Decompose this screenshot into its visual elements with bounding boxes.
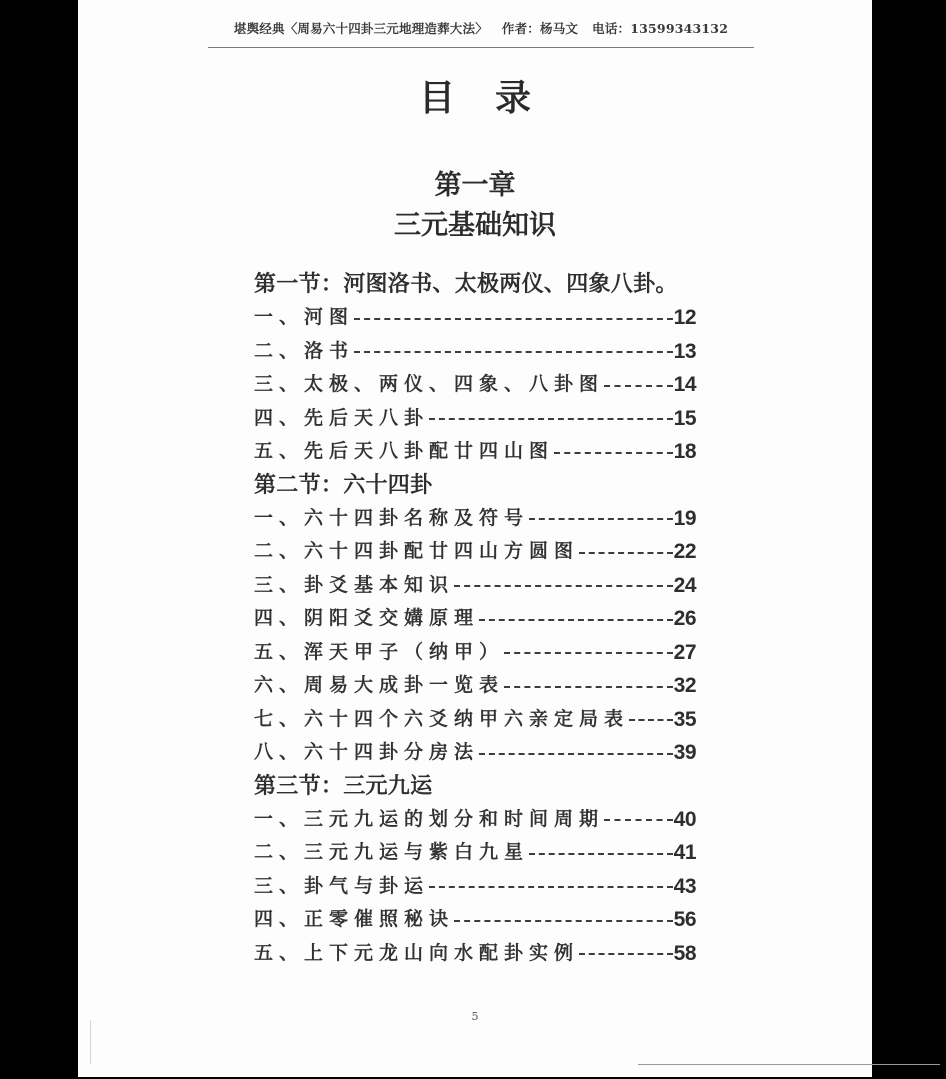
entry-number: 一、 — [254, 807, 305, 830]
entry-number: 二、 — [254, 841, 305, 863]
chapter-number: 第一章 — [434, 170, 516, 201]
entry-number: 三、 — [254, 874, 305, 897]
dot-leader — [529, 518, 673, 520]
entry-page: 27 — [673, 640, 696, 664]
entry-page: 15 — [673, 406, 696, 430]
entry-number: 八、 — [254, 741, 305, 763]
entry-label: 洛书 — [304, 339, 355, 362]
header-author: 杨马文 — [540, 21, 579, 36]
running-header — [208, 19, 754, 37]
toc-entry[interactable] — [254, 870, 696, 904]
toc-entry[interactable] — [254, 569, 696, 603]
entry-number: 四、 — [254, 406, 305, 429]
dot-leader — [604, 385, 673, 387]
entry-number: 六、 — [254, 674, 305, 696]
entry-label: 三元九运与紫白九星 — [304, 841, 530, 863]
document-page — [78, 0, 872, 1077]
entry-page: 41 — [673, 841, 696, 864]
entry-number: 五、 — [254, 640, 305, 663]
toc-title: 目录 — [418, 78, 571, 119]
toc-entry[interactable] — [254, 301, 696, 335]
toc-entry[interactable] — [254, 836, 696, 870]
dot-leader — [429, 886, 673, 888]
dot-leader — [454, 585, 673, 587]
toc-entry[interactable] — [254, 937, 696, 971]
entry-number: 一、 — [254, 306, 305, 328]
scan-edge-line — [638, 1064, 940, 1065]
section-heading: 第三节：三元九运 — [254, 773, 433, 799]
entry-page: 26 — [673, 607, 696, 630]
entry-label: 先后天八卦 — [304, 406, 430, 429]
dot-leader — [354, 318, 673, 320]
header-phone: 13599343132 — [630, 21, 729, 36]
toc-entry[interactable] — [254, 435, 696, 469]
header-author-label: 作者： — [501, 21, 541, 36]
toc-entry[interactable] — [254, 335, 696, 369]
dot-leader — [629, 719, 673, 721]
entry-number: 七、 — [254, 707, 305, 730]
entry-number: 一、 — [254, 506, 305, 529]
entry-label: 六十四个六爻纳甲六亲定局表 — [304, 707, 630, 730]
entry-page: 43 — [673, 874, 696, 898]
dot-leader — [504, 686, 673, 688]
toc-entry[interactable] — [254, 703, 696, 737]
entry-page: 19 — [673, 506, 696, 530]
toc-entry[interactable] — [254, 502, 696, 536]
entry-label: 周易大成卦一览表 — [304, 674, 505, 696]
dot-leader — [579, 953, 673, 955]
toc-entry[interactable] — [254, 368, 696, 402]
entry-label: 三元九运的划分和时间周期 — [304, 807, 605, 830]
entry-label: 上下元龙山向水配卦实例 — [304, 941, 580, 964]
toc-entry[interactable] — [254, 803, 696, 837]
toc-entry[interactable] — [254, 535, 696, 569]
entry-label: 六十四卦名称及符号 — [304, 506, 530, 529]
toc-entry[interactable] — [254, 602, 696, 636]
entry-page: 12 — [673, 306, 696, 329]
entry-number: 三、 — [254, 373, 305, 395]
header-phone-label: 电话： — [592, 21, 631, 36]
dot-leader — [554, 452, 673, 454]
section-heading: 第二节：六十四卦 — [254, 472, 433, 498]
entry-number: 四、 — [254, 908, 305, 930]
entry-page: 24 — [673, 573, 696, 597]
dot-leader — [429, 418, 673, 420]
scan-edge-mark — [90, 1020, 91, 1064]
entry-label: 卦气与卦运 — [304, 874, 430, 897]
entry-label: 阴阳爻交媾原理 — [304, 607, 480, 629]
dot-leader — [504, 652, 673, 654]
section-heading: 第一节：河图洛书、太极两仪、四象八卦。 — [254, 272, 678, 297]
entry-number: 五、 — [254, 440, 305, 462]
header-rule — [208, 47, 754, 48]
entry-label: 河图 — [304, 306, 355, 328]
entry-label: 六十四卦配廿四山方圆图 — [304, 540, 580, 562]
entry-page: 35 — [673, 707, 696, 731]
dot-leader — [604, 819, 673, 821]
dot-leader — [479, 753, 673, 755]
toc-entry[interactable] — [254, 736, 696, 770]
entry-label: 先后天八卦配廿四山图 — [304, 440, 555, 462]
page-number: 5 — [471, 1010, 479, 1023]
toc-entry[interactable] — [254, 402, 696, 436]
entry-page: 14 — [673, 373, 696, 396]
toc-entry[interactable] — [254, 903, 696, 937]
entry-label: 正零催照秘诀 — [304, 908, 455, 930]
entry-number: 五、 — [254, 941, 305, 964]
entry-page: 13 — [673, 339, 696, 363]
dot-leader — [529, 853, 673, 855]
entry-page: 39 — [673, 741, 696, 764]
entry-label: 太极、两仪、四象、八卦图 — [304, 373, 605, 395]
header-series: 堪舆经典 — [233, 21, 285, 36]
entry-number: 二、 — [254, 339, 305, 362]
entry-label: 六十四卦分房法 — [304, 741, 480, 763]
entry-number: 三、 — [254, 573, 305, 596]
toc-entry[interactable] — [254, 636, 696, 670]
table-of-contents — [254, 268, 696, 970]
header-book-title: 〈周易六十四卦三元地理造葬大法〉 — [284, 21, 488, 36]
dot-leader — [579, 552, 673, 554]
entry-number: 二、 — [254, 540, 305, 562]
entry-number: 四、 — [254, 607, 305, 629]
entry-page: 18 — [673, 440, 696, 463]
entry-page: 56 — [673, 908, 696, 931]
entry-page: 22 — [673, 540, 696, 563]
toc-entry[interactable] — [254, 669, 696, 703]
dot-leader — [479, 619, 673, 621]
entry-label: 浑天甲子（纳甲） — [304, 640, 505, 663]
entry-label: 卦爻基本知识 — [304, 573, 455, 596]
entry-page: 40 — [673, 807, 696, 831]
dot-leader — [354, 351, 673, 353]
dot-leader — [454, 920, 673, 922]
entry-page: 32 — [673, 674, 696, 697]
chapter-title: 三元基础知识 — [394, 210, 556, 241]
entry-page: 58 — [673, 941, 696, 965]
